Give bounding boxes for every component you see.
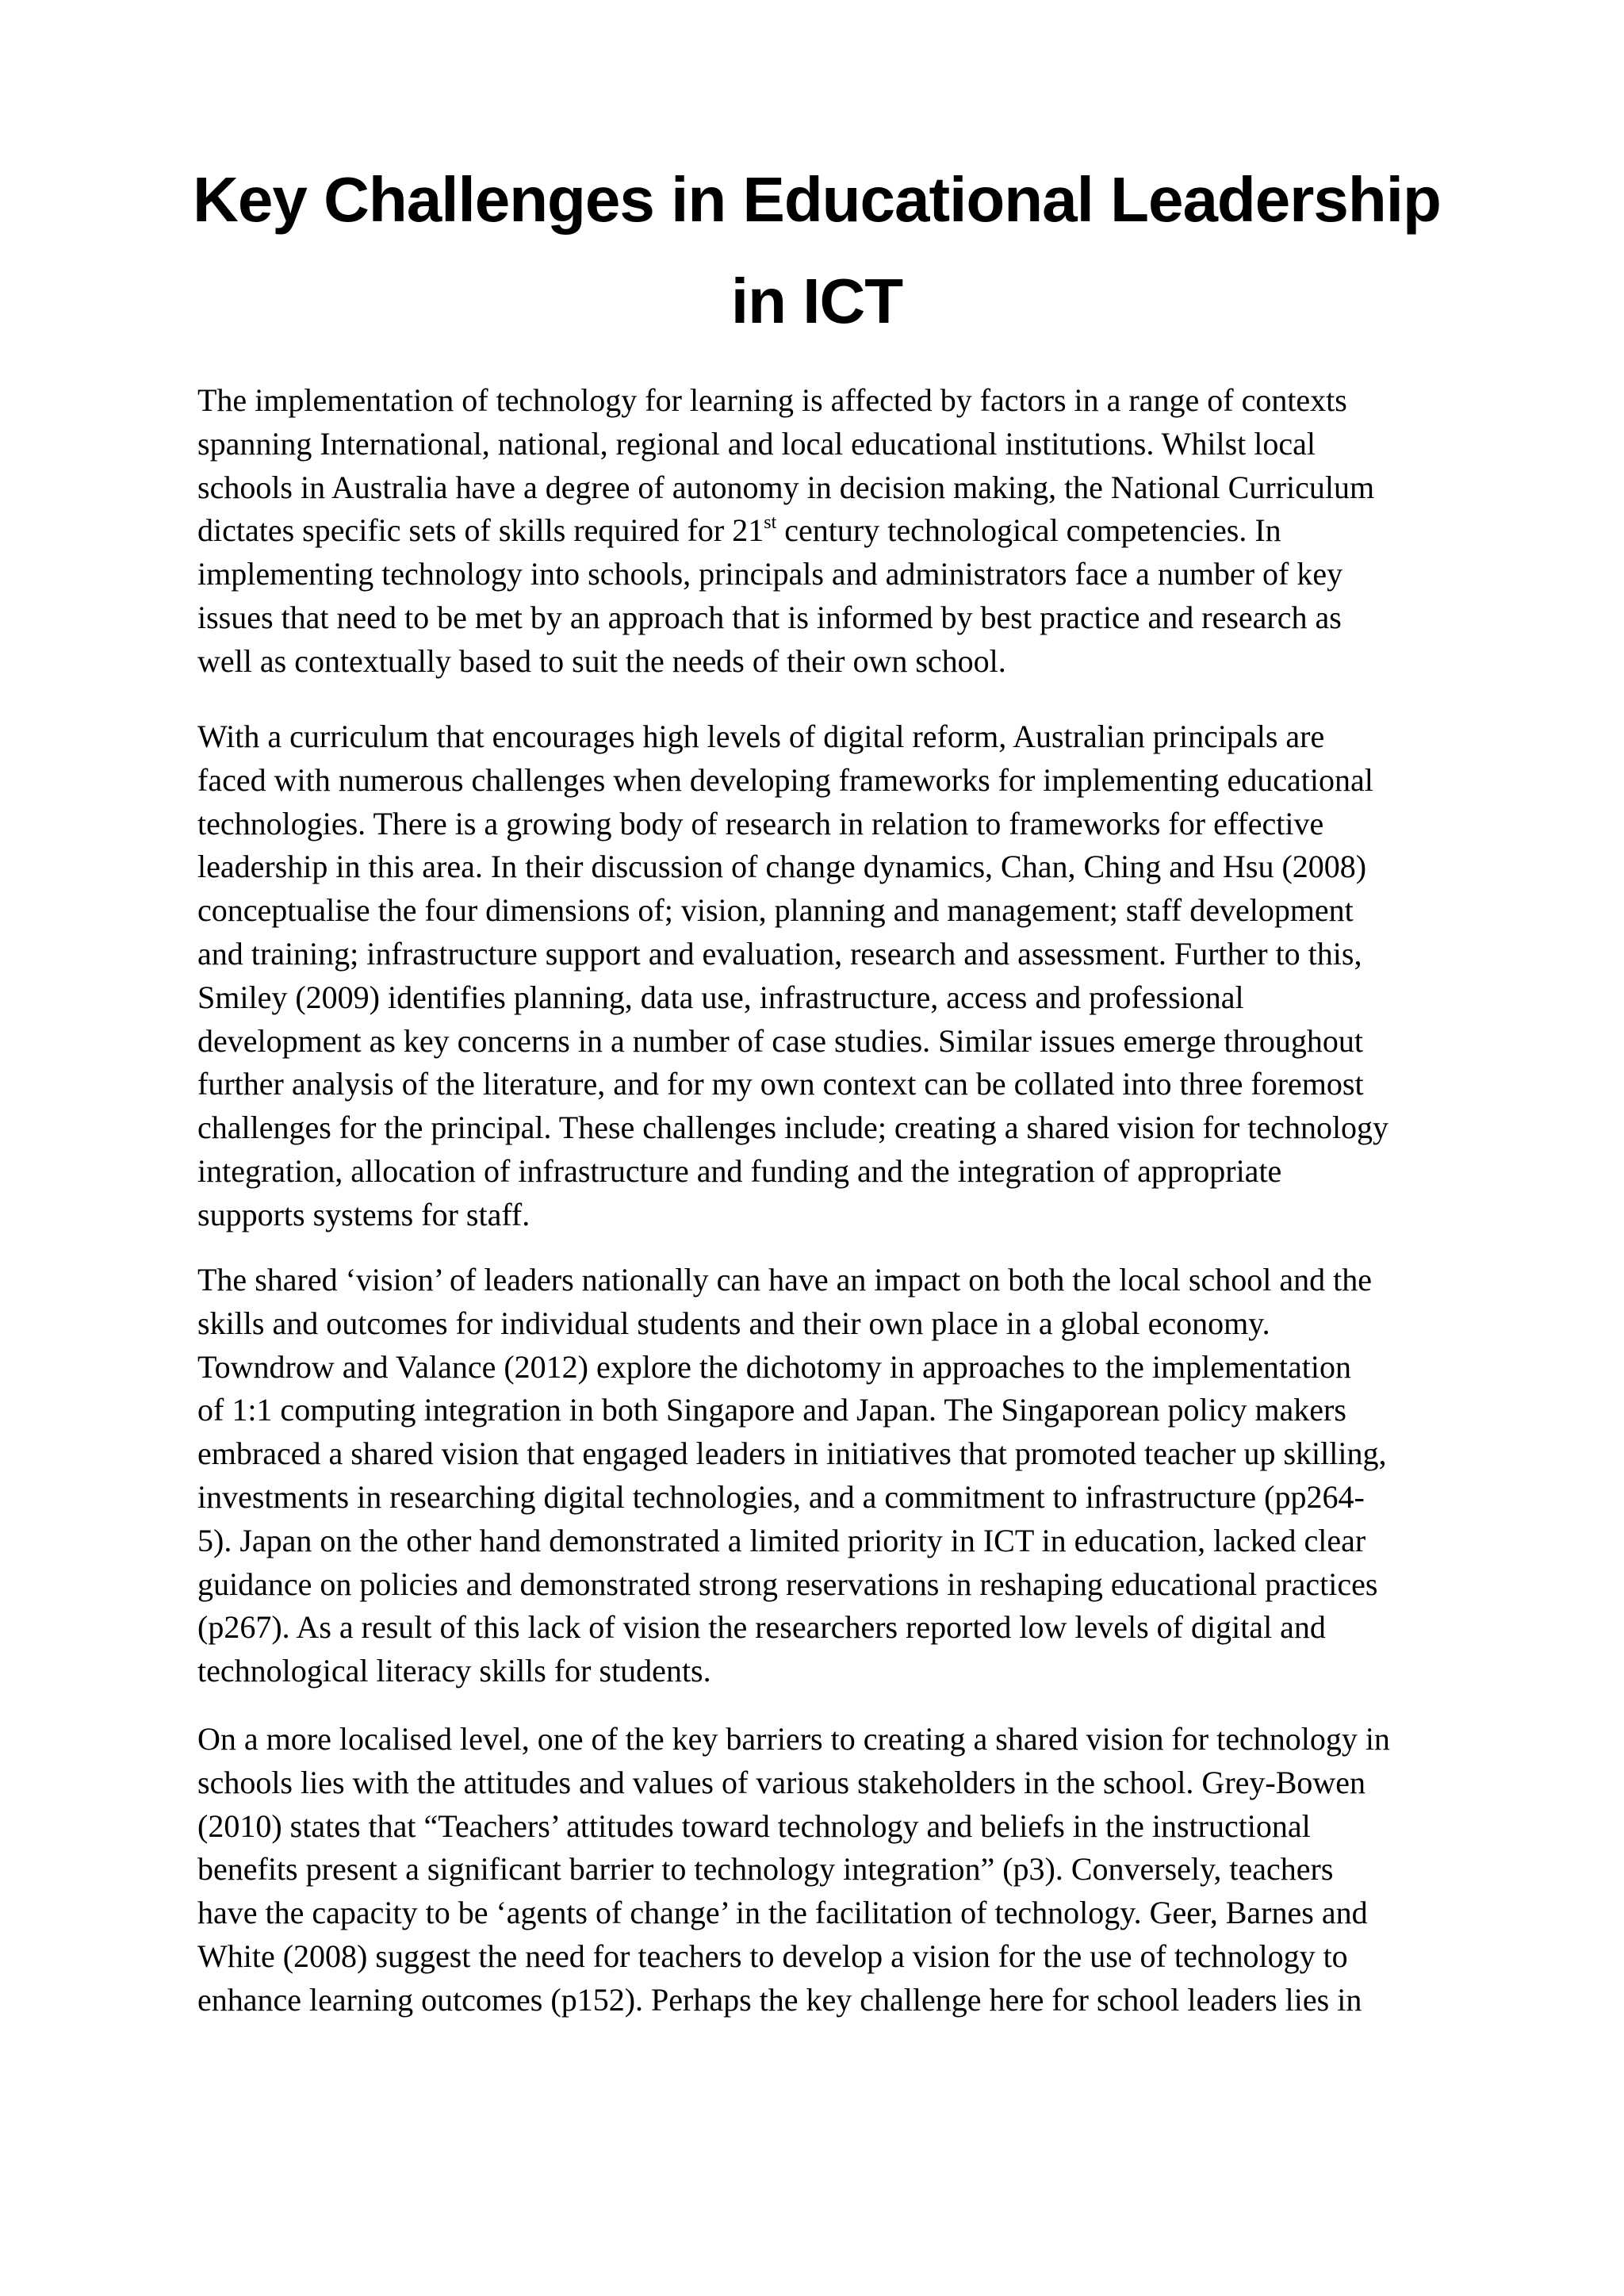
text-line: conceptualise the four dimensions of; vision, planning and management; staff development — [197, 892, 1354, 929]
text-line: (2010) states that “Teachers’ attitudes toward technology and beliefs in the instructional — [197, 1807, 1311, 1844]
text-line: further analysis of the literature, and for my own context can be collated into three foremost — [197, 1066, 1364, 1102]
title-line: in ICT — [730, 266, 903, 336]
text-line: faced with numerous challenges when developing frameworks for implementing educational — [197, 761, 1373, 798]
text-line: challenges for the principal. These challenges include; creating a shared vision for technology — [197, 1110, 1389, 1146]
text-line: supports systems for staff. — [197, 1196, 530, 1232]
text-line: 5). Japan on the other hand demonstrated a limited priority in ICT in education, lacked clear — [197, 1522, 1366, 1558]
text-line: Smiley (2009) identifies planning, data use, infrastructure, access and professional — [197, 979, 1244, 1015]
text-line: White (2008) suggest the need for teachers to develop a vision for the use of technology to — [197, 1938, 1348, 1974]
text-line: investments in researching digital technologies, and a commitment to infrastructure (pp264- — [197, 1478, 1365, 1515]
paragraph-3 — [197, 1259, 1387, 1693]
text-line: guidance on policies and demonstrated strong reservations in reshaping educational practices — [197, 1566, 1378, 1602]
text-line: With a curriculum that encourages high levels of digital reform, Australian principals are — [197, 719, 1325, 754]
title-line: Key Challenges in Educational Leadership — [193, 164, 1441, 235]
paragraph-1 — [197, 379, 1374, 684]
text-line — [197, 509, 1374, 553]
text-run: century technological competencies. In — [776, 512, 1281, 549]
text-line: leadership in this area. In their discussion of change dynamics, Chan, Ching and Hsu (2008) — [197, 849, 1367, 885]
text-line: benefits present a significant barrier to technology integration” (p3). Conversely, teachers — [197, 1851, 1334, 1888]
text-line: technological literacy skills for students. — [197, 1653, 711, 1689]
text-line: The shared ‘vision’ of leaders nationally can have an impact on both the local school and the — [197, 1262, 1372, 1297]
document-title — [159, 149, 1475, 352]
text-line: The implementation of technology for learning is affected by factors in a range of contexts — [197, 382, 1347, 418]
text-line: enhance learning outcomes (p152). Perhaps the key challenge here for school leaders lies in — [197, 1981, 1362, 2018]
text-line: implementing technology into schools, principals and administrators face a number of key — [197, 556, 1343, 592]
text-line: schools in Australia have a degree of autonomy in decision making, the National Curriculum — [197, 469, 1375, 505]
text-line: schools lies with the attitudes and values of various stakeholders in the school. Grey-Bowen — [197, 1764, 1366, 1800]
text-line: integration, allocation of infrastructure and funding and the integration of appropriate — [197, 1152, 1282, 1189]
text-line: skills and outcomes for individual students and their own place in a global economy. — [197, 1305, 1270, 1341]
superscript: st — [764, 512, 777, 534]
text-line: have the capacity to be ‘agents of change’ in the facilitation of technology. Geer, Barnes and — [197, 1895, 1368, 1931]
text-line: and training; infrastructure support and evaluation, research and assessment. Further to this, — [197, 935, 1362, 972]
text-line: spanning International, national, regional and local educational institutions. Whilst local — [197, 425, 1316, 462]
text-line: issues that need to be met by an approach that is informed by best practice and research as — [197, 599, 1342, 635]
text-line: technologies. There is a growing body of research in relation to frameworks for effective — [197, 805, 1324, 841]
text-line: development as key concerns in a number of case studies. Similar issues emerge throughout — [197, 1022, 1363, 1059]
text-line: of 1:1 computing integration in both Singapore and Japan. The Singaporean policy makers — [197, 1392, 1346, 1428]
text-run: dictates specific sets of skills required for 21 — [197, 512, 764, 549]
text-line: On a more localised level, one of the key barriers to creating a shared vision for technology in — [197, 1721, 1390, 1757]
text-line: (p267). As a result of this lack of vision the researchers reported low levels of digital and — [197, 1609, 1326, 1646]
text-line: Towndrow and Valance (2012) explore the dichotomy in approaches to the implementation — [197, 1348, 1351, 1385]
paragraph-2 — [197, 715, 1388, 1237]
text-line: embraced a shared vision that engaged leaders in initiatives that promoted teacher up skilling, — [197, 1435, 1387, 1472]
paragraph-4 — [197, 1718, 1390, 2022]
text-line: well as contextually based to suit the needs of their own school. — [197, 642, 1006, 679]
